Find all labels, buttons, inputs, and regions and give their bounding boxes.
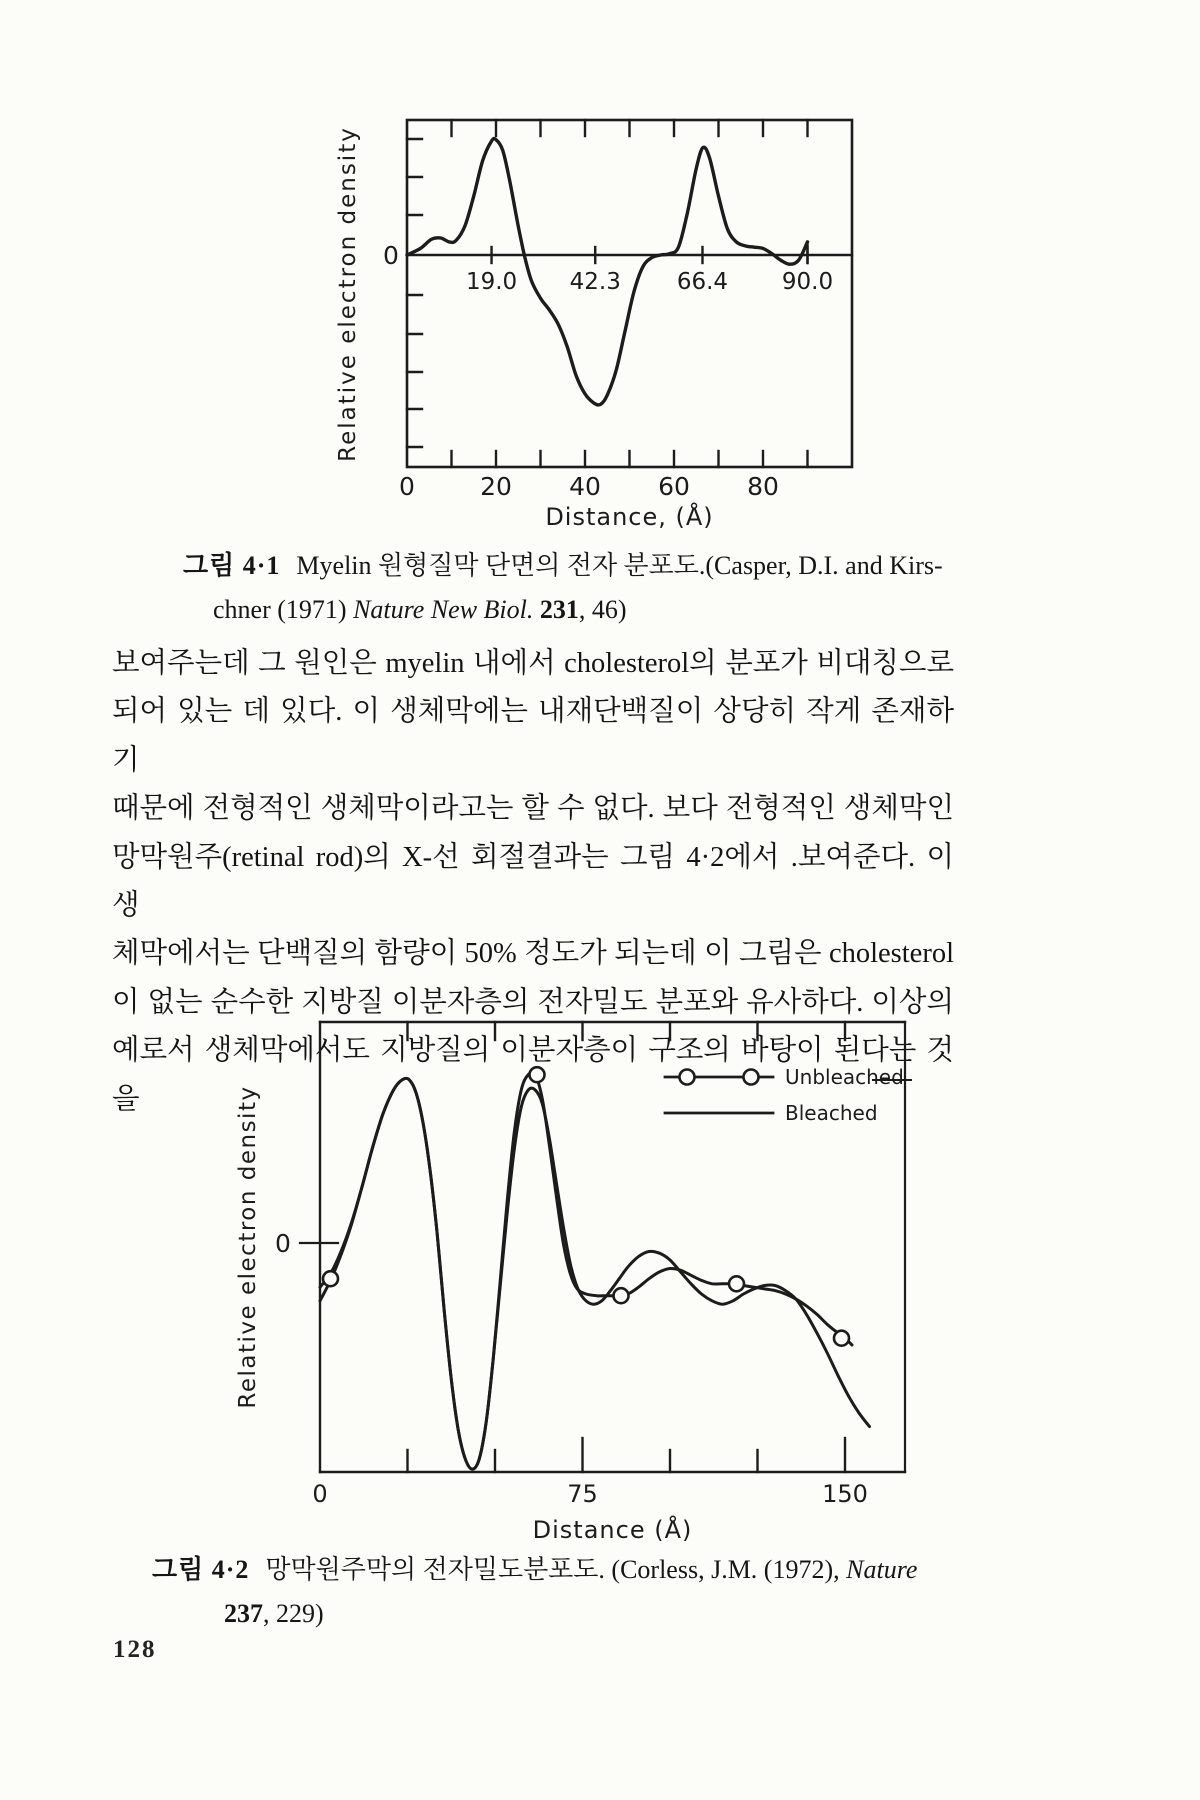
svg-text:40: 40 <box>569 472 601 501</box>
svg-text:Unbleached: Unbleached <box>785 1065 904 1089</box>
journal-name: Nature New Biol. <box>353 595 534 624</box>
svg-text:66.4: 66.4 <box>676 269 729 295</box>
caption-text: Myelin 원형질막 단면의 전자 분포도.(Casper, D.I. and Kirs- <box>296 551 943 580</box>
caption-text: 망막원주막의 전자밀도분포도. (Corless, J.M. (1972), <box>265 1555 847 1584</box>
figure-4-2-caption <box>152 1548 982 1636</box>
svg-text:19.0: 19.0 <box>465 269 518 295</box>
page-number: 128 <box>113 1636 157 1663</box>
caption-line-1 <box>152 1548 982 1592</box>
svg-text:0: 0 <box>399 472 415 501</box>
retinal-rod-electron-density-plot <box>225 995 935 1560</box>
figure-4-1-chart <box>335 92 880 542</box>
svg-text:0: 0 <box>383 241 399 270</box>
body-text-line: 예로서 생체막에서도 지방질의 이분자층이 구조의 바탕이 된다는 것을 <box>112 1035 954 1115</box>
svg-text:90.0: 90.0 <box>781 269 834 295</box>
svg-text:150: 150 <box>822 1480 868 1508</box>
svg-text:0: 0 <box>312 1480 328 1508</box>
svg-text:Relative electron density: Relative electron density <box>235 1085 261 1409</box>
figure-4-1-caption <box>183 544 973 632</box>
journal-name: Nature <box>846 1555 918 1584</box>
svg-text:42.3: 42.3 <box>569 269 621 295</box>
svg-text:60: 60 <box>658 472 690 501</box>
svg-text:Distance (Å): Distance (Å) <box>532 1516 693 1544</box>
svg-text:75: 75 <box>567 1480 598 1508</box>
body-text-line: 망막원주(retinal rod)의 X-선 회절결과는 그림 4·2에서 .보여준다. 이 생 <box>112 841 954 922</box>
body-text-line: 보여주는데 그 원인은 myelin 내에서 cholesterol의 분포가 비대칭으로 <box>112 648 954 679</box>
figure-label: 그림 4·1 <box>183 551 281 580</box>
body-text-line: 이 없는 순수한 지방질 이분자층의 전자밀도 분포와 유사하다. 이상의 <box>112 986 954 1018</box>
body-text-line: 때문에 전형적인 생체막이라고는 할 수 없다. 보다 전형적인 생체막인 <box>112 793 954 825</box>
caption-line-2: chner (1971) Nature New Biol. 231, 46) <box>213 595 627 624</box>
myelin-electron-density-plot <box>335 92 880 542</box>
figure-4-2-chart <box>225 995 935 1560</box>
body-text-line: 체막에서는 단백질의 함량이 50% 정도가 되는데 이 그림은 cholesterol <box>112 938 954 970</box>
svg-text:Bleached: Bleached <box>785 1101 878 1125</box>
caption-line-1 <box>183 544 973 588</box>
svg-text:20: 20 <box>480 472 512 501</box>
svg-text:Relative electron density: Relative electron density <box>335 126 361 462</box>
journal-volume: 231 <box>539 595 579 624</box>
svg-text:0: 0 <box>275 1229 291 1258</box>
svg-text:80: 80 <box>747 472 779 501</box>
figure-label: 그림 4·2 <box>152 1555 250 1584</box>
caption-line-2: 237, 229) <box>224 1599 324 1628</box>
svg-text:Distance, (Å): Distance, (Å) <box>545 503 714 531</box>
body-text-line: 되어 있는 데 있다. 이 생체막에는 내재단백질이 상당히 작게 존재하기 <box>112 696 954 776</box>
journal-volume: 237 <box>224 1599 263 1628</box>
